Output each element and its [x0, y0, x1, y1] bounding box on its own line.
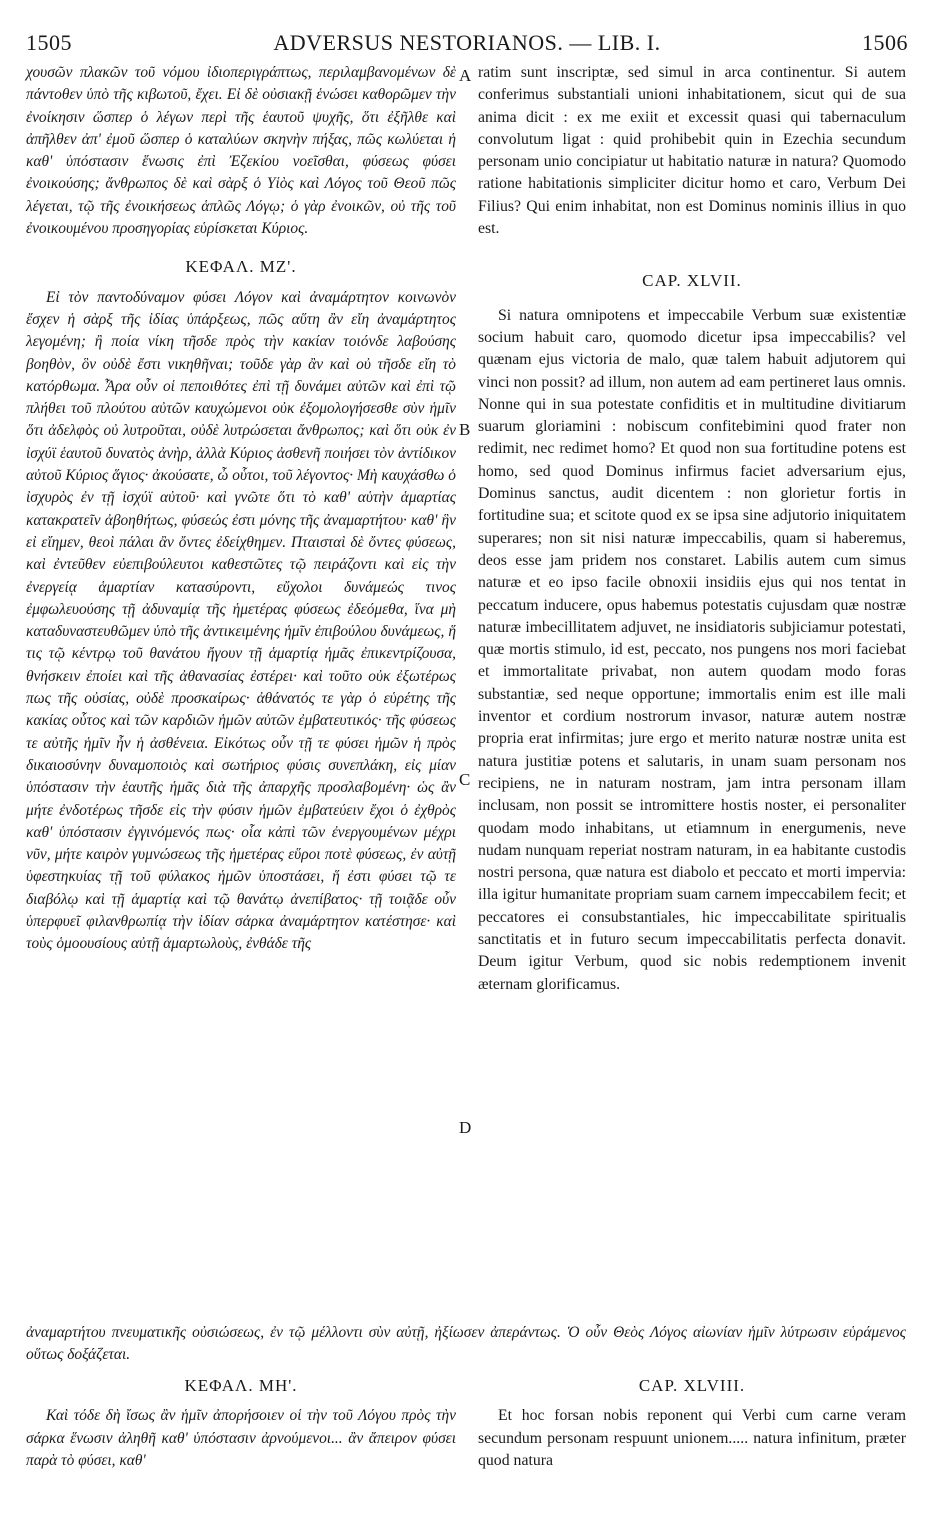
latin-paragraph-1: ratim sunt inscriptæ, sed simul in arca continentur. Si autem conferimus substantiali unioni inhabitationem, sicut qui de sua anima dicit : ex me exiit et excessit quasi qui tabernaculum convolutum ligat : quid prohibebit quin in Ezechia secundum personam unio concipiatur ut habitatio naturæ in natura? Quomodo ratione habitationis simpliciter dicitur homo et caro, Verbum Dei Filius? Qui enim inhabitat, non est Dominus nominis illius in quo est. — [478, 64, 906, 238]
greek-chapter-heading-47: ΚΕΦΑΛ. ΜΖ'. — [185, 257, 297, 277]
page-number-left: 1505 — [26, 30, 72, 55]
margin-marker-d: D — [459, 1118, 472, 1137]
page-number-right: 1506 — [861, 30, 908, 55]
greek-column — [26, 62, 456, 956]
margin-marker-a: A — [459, 66, 472, 85]
latin-chapter-heading-48: CAP. XLVIII. — [638, 1376, 746, 1395]
latin-column — [478, 62, 906, 996]
greek-paragraph-1: χουσῶν πλακῶν τοῦ νόμου ἰδιοπεριγράπτως, περιλαμβανομένων δὲ πάντοθεν ὑπὸ τῆς κιβωτοῦ, ἔχει. Εἰ δὲ οὐσιακῇ ἑνώσει καθορῶμεν τὴν ἐνοίκησιν ὥσπερ ὁ λέγων περὶ τῆς ἑαυτοῦ ψυχῆς, ὅτι ἐξῆλθε καὶ ἀπῆλθεν ἀπ' ἐμοῦ ὥσπερ ὁ καταλύων σκηνὴν πήξας, πῶς κωλύεται ἡ καθ' ὑπόστασιν ἕνωσις ἐπὶ Ἐζεκίου νοεῖσθαι, φύσεως φύσει ἐνοικούσης; ἄνθρωπος δὲ καὶ σὰρξ ὁ Υἱὸς καὶ Λόγος τοῦ Θεοῦ πῶς λέγεται, τῷ τῆς ἐνοικήσεως ἁπλῶς Λόγῳ; ὁ γὰρ ἐνοικῶν, οὐ τῆς τοῦ ἐνοικουμένου προσηγορίας εὑρίσκεται Κύριος. — [26, 64, 456, 238]
latin-chapter-heading-47: CAP. XLVII. — [642, 271, 742, 291]
greek-fullwidth-line: ἀναμαρτήτου πνευματικῆς οὐσιώσεως, ἐν τῷ μέλλοντι σὺν αὐτῇ, ἠξίωσεν ἀπεράντως. Ὁ οὖν Θεὸς Λόγος αἰωνίαν ἡμῖν λύτρωσιν εὑράμενος οὕτως δοξάζεται. — [26, 1324, 906, 1364]
greek-chapter-heading-48: ΚΕΦΑΛ. ΜΗ'. — [184, 1376, 298, 1395]
greek-paragraph-2: Εἰ τὸν παντοδύναμον φύσει Λόγον καὶ ἀναμάρτητον κοινωνὸν ἔσχεν ἡ σὰρξ τῆς ἰδίας ὑπάρξεως, πῶς αὕτη ἂν εἴη ἀναμάρτητος λεγομένη; ἢ ποία νίκη τῆσδε πρὸς τὴν κακίαν τοιόνδε λαβούσης βοηθὸν, ὃν οὐδὲ ἔστι νικηθῆναι; τοῦδε γὰρ ἂν καὶ οὐ τῆσδε εἴη τὸ κατόρθωμα. Ἆρα οὖν οἱ πεποιθότες ἐπὶ τῇ δυνάμει αὐτῶν καὶ ἐπὶ τῷ πλήθει τοῦ πλούτου αὐτῶν καυχώμενοι οὐκ ἐξομολογήσεσθε σὺν ἡμῖν ὅτι ἀδελφὸς οὐ λυτροῦται, οὐδὲ λυτρώσεται ἄνθρωπος; καὶ ὅτι οὐκ ἐν ἰσχύϊ ἑαυτοῦ δυνατὸς ἀνὴρ, ἀλλὰ Κύριος ἀσθενῆ ποιήσει τὸν ἀντίδικον αὐτοῦ Κύριος ἅγιος· ἀκούσατε, ὦ οὗτοι, τοῦ λέγοντος· Μὴ καυχάσθω ὁ ἰσχυρὸς ἐν τῇ ἰσχύϊ αὐτοῦ· καὶ γνῶτε ὅτι τὸ καθ' αὑτὴν ἁμαρτίας κατακρατεῖν ἀβοηθήτως, φύσεώς ἐστι μόνης τῆς ἀναμαρτήτου· καθ' ἣν εἰ εἴημεν, θεοὶ πάλαι ἂν ὄντες ἐδείχθημεν. Πταισταὶ δὲ ὄντες φύσεως, καὶ ἐντεῦθεν εὐεπιβούλευτοι καθεστῶτες τῷ πειράζοντι καὶ εἰς τὴν ἐνεργείᾳ ἁμαρτίαν κατασύροντι, εὔχολοι δυνάμεώς τινος ἐμφωλευούσης τῇ ἀδυναμίᾳ τῆς ἡμετέρας φύσεως ἐδεόμεθα, ἵνα μὴ καταδυναστευθῶμεν ὑπὸ τῆς ἀντικειμένης ἡμῖν ἐπιβούλου δυνάμεως, ἥ τις τῷ κέντρῳ τοῦ θανάτου ἤγουν τῇ ἁμαρτίᾳ ἡμᾶς ἐπικεντρίζουσα, θνήσκειν ἐποίει καὶ τῆς ἀθανασίας ἐστέρει· καὶ τοῦτο οὐκ ἐξωτέρως πως τῆς οὐσίας, οὐδὲ προσκαίρως· ἀθάνατός τε γὰρ ὁ εὑρέτης τῆς κακίας οὗτος καὶ τῶν καρδιῶν ἡμῶν αὐτῶν ἐμβατευτικός· τῆς φύσεως τε αὐτῆς ἡμῖν ἦν ἡ ἀσθένεια. Εἰκότως οὖν τῇ τε φύσει ἡμῶν ἡ πρὸς δικαιοσύνην δυναμοποιὸς καὶ σωτήριος φύσις συνεπλάκη, εἰς μίαν ὑπόστασιν τὴν ἑαυτῆς ἡμᾶς διὰ τῆς ἀπαρχῆς προσλαβομένη· ὡς ἂν μήτε ἐνδοτέρως τῆσδε εἰς τὴν φύσιν ἡμῶν ἐμβατεύειν ἔχοι ὁ ἐχθρὸς καθ' ὑπόστασιν ἐγγινόμενός πως· οἷα κἀπὶ τῶν ἐνεργουμένων μέχρι νῦν, μήτε καιρὸν γυμνώσεως τῆς ἡμετέρας εὕροι ποτὲ φύσεως, ἐν αὐτῇ ὑφεστηκυίας τῇ τοῦ φύλακος ἡμῶν ὑποστάσει, ἥ ἐστι φύσει τῷ τε διαβόλῳ καὶ τῇ ἁμαρτίᾳ καὶ τῷ θανάτῳ ἀνεπίβατος· τῇ τοιᾷδε οὖν ὑπερφυεῖ φιλανθρωπίᾳ τὴν ἰδίαν σάρκα ἀναμάρτητον κατέστησε· καὶ τοὺς ὁμοουσίους αὐτῇ ἁμαρτωλοὺς, ἐνθάδε τῆς — [26, 288, 456, 953]
latin-bottom-section — [478, 1375, 906, 1472]
latin-paragraph-2: Si natura omnipotens et impeccabile Verbum suæ existentiæ socium habuit caro, quomodo dicetur ipsa impeccabilis? vel quænam ejus victoria de malo, quæ talem habuit adjutorem qui vinci non possit? ad illum, non autem ad eam pertineret laus omnis. Nonne qui in sua potestate confiditis et in multitudine divitiarum suarum gloriamini : nobiscum confitebimini quod frater non redimit, nec redimet homo? Et quod non sua fortitudine potens est homo, sed quod Dominus infirmus faciet adversarium ejus, Dominus sanctus, audit dicentem : non glorietur fortis in fortitudine sua; et scitote quod ex se ipsa sine adjutorio iniquitatem superares; non sit nisi naturæ impeccabilis, quam si haberemus, deos esse jam pridem nos constaret. Labilis autem cum simus naturæ et eo ipso facile obnoxii insidiis ejus qui nos tentat in peccatum inducere, opus habemus potestatis cujusdam quæ nostræ naturæ imbecillitatem adjuvet, ne insidiatoris subjiciamur potestati, quæ mortis stimulo, id est, peccato, nos pungens nos mori faciebat et immortalitate privabat, non autem quodam modo foras substantiæ, sed neque opportune; immortalis enim est ille mali inventor et cordium nostrorum invasor, naturæ autem nostræ propria erat infirmitas; jure ergo et merito naturæ nostræ unita est natura justitiæ potens et salutaris, in unam suam personam nos recipiens, ne in naturam nostram, jam intra personam illam inclusam, non possit se intromittere hostis noster, ei personaliter quodam modo inhabitans, ut etiamnum in energumenis, neve nudam nunquam reperiat nostram naturam, in ea habitante custodis nostri persona, quæ natura est diabolo et peccato et morti impervia: illa igitur humanitate propriam suam carnem impeccabilem fecit; et peccatores ei consubstantiales, hic impeccabilitate spiritualis sanctitatis et in futuro secum impeccabilitatis perfecta donavit. Deum igitur Verbum, quod sic nobis redemptionem invenit æternam glorificamus. — [478, 306, 906, 993]
running-header — [26, 30, 908, 60]
running-title: ADVERSUS NESTORIANOS. — LIB. I. — [273, 30, 661, 55]
margin-marker-b: B — [459, 420, 471, 439]
margin-marker-c: C — [459, 770, 471, 789]
greek-bottom-section — [26, 1375, 456, 1472]
greek-paragraph-3: Καὶ τόδε δὴ ἴσως ἂν ἡμῖν ἀπορήσοιεν οἱ τὴν τοῦ Λόγου πρὸς τὴν σάρκα ἕνωσιν ἀληθῆ καθ' ὑπόστασιν ἀρνούμενοι... ἂν ἄπειρον φύσει παρὰ τὸ φύσει, καθ' — [26, 1407, 456, 1469]
latin-paragraph-3: Et hoc forsan nobis reponent qui Verbi cum carne veram secundum personam respuunt unionem..... natura infinitum, præter quod natura — [478, 1407, 906, 1469]
